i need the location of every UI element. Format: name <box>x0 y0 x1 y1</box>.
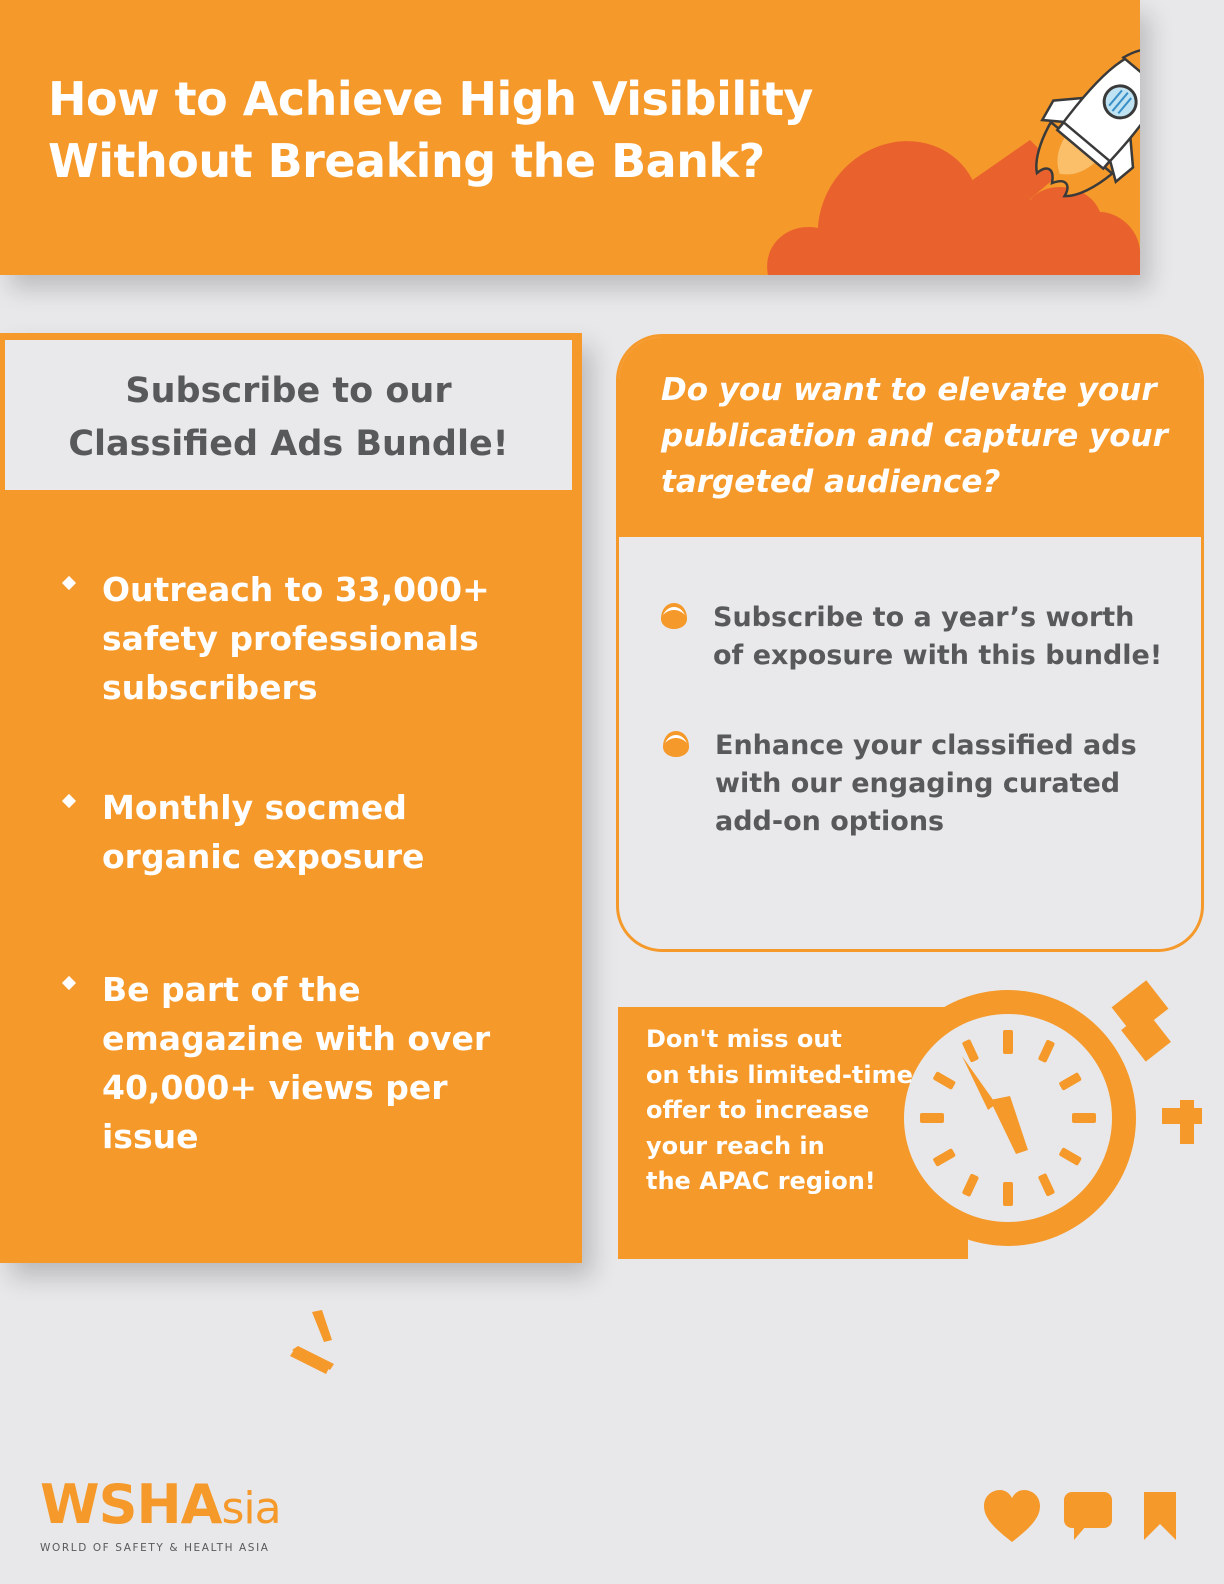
logo-tagline: WORLD OF SAFETY & HEALTH ASIA <box>40 1542 270 1554</box>
bundle-bullet <box>60 565 530 715</box>
logo-main: WSHA <box>40 1473 222 1536</box>
offer-text <box>646 1022 946 1200</box>
bullet-text: Monthly socmed organic exposure <box>102 788 425 876</box>
question-text: Do you want to elevate your publication and capture your targeted audience? <box>661 372 1168 500</box>
rocket-icon <box>670 0 1140 275</box>
diamond-bullet-icon <box>62 576 76 590</box>
title-line-1: How to Achieve High Visibility <box>48 72 813 126</box>
bundle-title <box>5 365 572 471</box>
offer-line-pre: the <box>646 1167 700 1195</box>
bundle-card <box>0 333 582 1263</box>
bullet-text: Outreach to 33,000+ safety professionals subscribers <box>102 570 490 707</box>
bundle-header <box>5 340 572 490</box>
heart-icon[interactable] <box>982 1490 1042 1544</box>
question-header <box>619 337 1201 537</box>
question-item <box>657 599 1163 679</box>
offer-region: APAC <box>699 1167 770 1195</box>
wshasia-logo <box>40 1473 281 1554</box>
bookmark-icon[interactable] <box>1142 1490 1178 1542</box>
offer-line: offer to increase <box>646 1096 870 1124</box>
comment-icon[interactable] <box>1062 1490 1114 1542</box>
logo-suffix: sia <box>221 1483 281 1534</box>
offer-line <box>646 1164 946 1200</box>
offer-line: on this limited-time <box>646 1060 913 1089</box>
bundle-title-line-1: Subscribe to our <box>125 371 452 411</box>
bundle-bullet <box>60 783 530 883</box>
bundle-bullet <box>60 965 530 1165</box>
checkpoint-icon <box>659 727 693 761</box>
bullet-text: Be part of the emagazine with over 40,000+ views per issue <box>102 970 491 1156</box>
checkpoint-icon <box>657 599 691 633</box>
diamond-bullet-icon <box>62 794 76 808</box>
offer-line: Don't miss out <box>646 1025 842 1053</box>
header-banner <box>0 0 1140 275</box>
bundle-title-line-2: Classified Ads Bundle! <box>68 424 509 464</box>
offer-line: your reach in <box>646 1131 825 1160</box>
offer-line-post: region! <box>769 1167 876 1195</box>
question-item <box>659 727 1139 847</box>
diamond-bullet-icon <box>62 976 76 990</box>
question-card <box>616 334 1204 952</box>
spark-decoration-icon <box>290 1310 350 1390</box>
title-line-2: Without Breaking the Bank? <box>48 134 765 188</box>
question-item-text: Subscribe to a year’s worth of exposure with this bundle! <box>713 602 1163 671</box>
question-item-text: Enhance your classified ads with our engaging curated add-on options <box>715 730 1137 837</box>
